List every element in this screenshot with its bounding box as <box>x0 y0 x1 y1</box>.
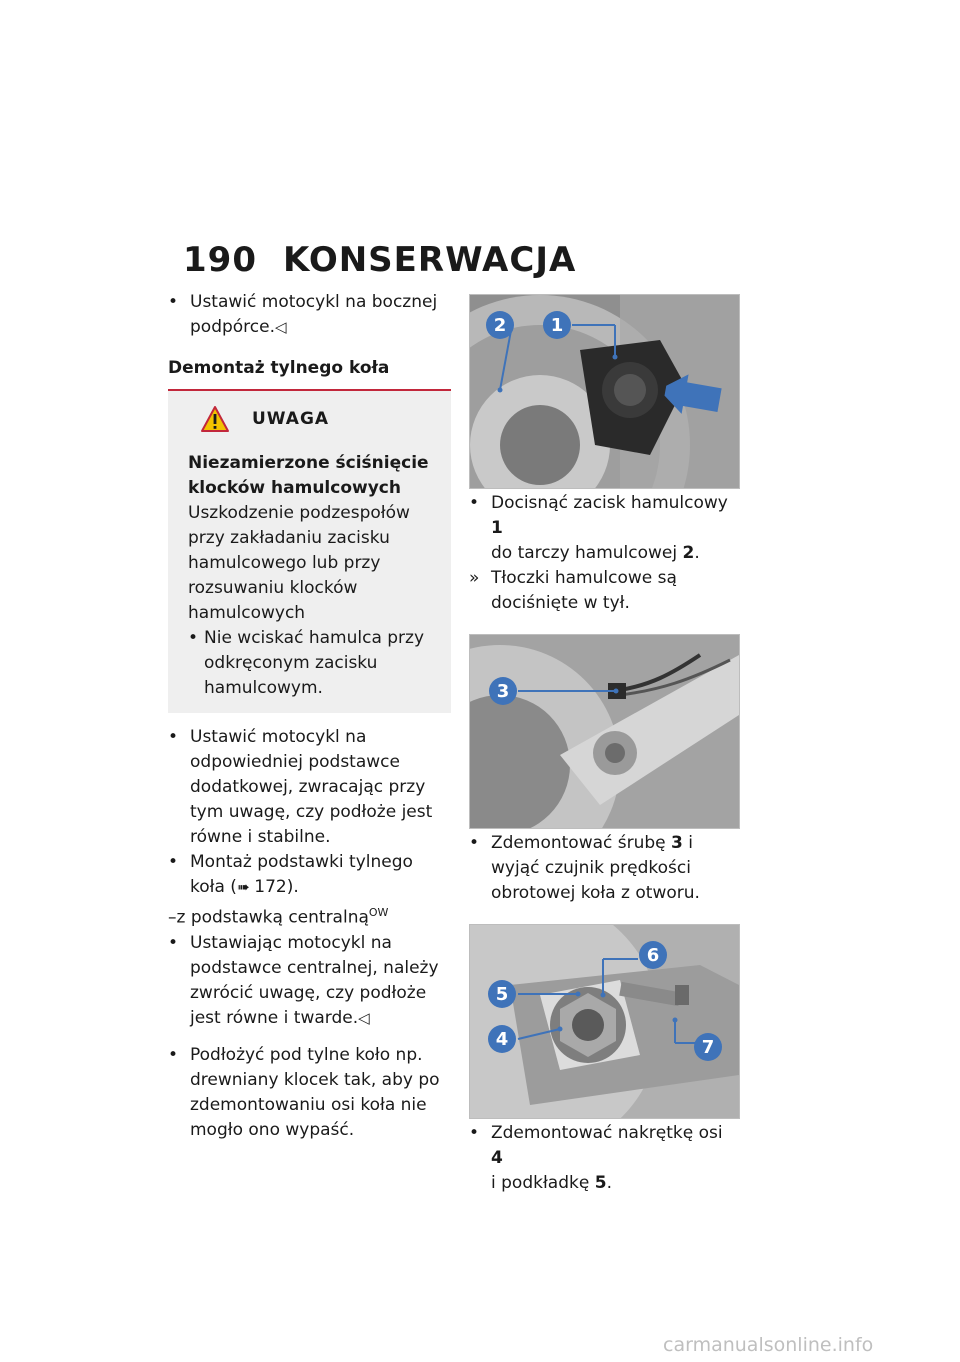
figure-speed-sensor <box>469 634 740 829</box>
list-item <box>168 725 451 850</box>
left-column <box>168 290 451 1143</box>
item-text: Zdemontować nakrętkę osi <box>491 1123 723 1143</box>
callout-ref: 3 <box>671 833 683 853</box>
callout-label: 7 <box>701 1037 715 1058</box>
warning-text: Uszkodzenie podzespołów przy zakładaniu zacisku hamulcowego lub przy rozsuwaniu klocków hamulcowych <box>188 503 410 623</box>
section-title: KONSERWACJA <box>283 240 577 280</box>
item-text: ). <box>286 877 299 897</box>
list-item <box>469 831 739 906</box>
subheading: Demontaż tylnego koła <box>168 358 390 378</box>
item-text: Zdemontować śrubę <box>491 833 666 853</box>
item-text: do tarczy hamulcowej <box>491 543 678 563</box>
list-item: • Zdemontować nakrętkę osi 4 i podkładkę 5. <box>469 1123 723 1193</box>
warning-box <box>168 391 451 713</box>
bullet-icon: • <box>188 628 199 648</box>
item-text: Ustawiając motocykl na podstawce centralnej, należy zwrócić uwagę, czy podłoże jest równe i twarde. <box>190 932 439 1028</box>
brake-caliper-illustration <box>470 295 739 488</box>
item-text: Montaż podstawki tylnego koła ( <box>190 852 413 897</box>
speed-sensor-illustration <box>470 635 739 828</box>
callout-ref: 2 <box>682 543 695 563</box>
item-text: podpórce. <box>190 317 275 337</box>
bullet-icon: • <box>168 292 179 312</box>
warning-title: UWAGA <box>252 408 330 429</box>
right-column <box>469 294 739 1196</box>
option-code: OW <box>368 906 389 919</box>
callout-label: 3 <box>496 681 510 702</box>
item-text: Docisnąć zacisk hamulcowy <box>491 493 728 513</box>
bullet-icon: • <box>469 493 480 513</box>
list-item <box>168 850 451 900</box>
list-item <box>168 931 451 1031</box>
dash-icon: – <box>168 907 177 928</box>
page-header <box>183 240 576 280</box>
callout-label: 5 <box>495 984 509 1005</box>
bullet-icon: • <box>168 727 179 747</box>
result-arrow-icon: » <box>469 568 480 588</box>
list-item <box>168 290 451 340</box>
page-number: 190 <box>183 240 257 280</box>
bullet-icon: • <box>168 852 179 872</box>
warning-icon <box>200 405 230 433</box>
callout-label: 6 <box>646 945 660 966</box>
callout-label: 4 <box>495 1029 509 1050</box>
callout-label: 1 <box>550 315 564 336</box>
warning-heading <box>188 451 439 501</box>
figure-axle-nut <box>469 924 740 1119</box>
callout-label: 2 <box>493 315 507 336</box>
callout-ref: 1 <box>491 518 503 538</box>
end-mark-icon: ◁ <box>358 1008 370 1027</box>
callout-ref: 5 <box>594 1173 607 1193</box>
warning-heading-line: Niezamierzone ściśnięcie <box>188 453 429 473</box>
page-reference: 172 <box>254 877 287 897</box>
list-item <box>168 1043 451 1143</box>
result-item <box>469 566 739 616</box>
item-text: i podkładkę <box>491 1173 590 1193</box>
axle-nut-illustration <box>470 925 739 1118</box>
list-item: • Docisnąć zacisk hamulcowy 1 do tarczy hamulcowej 2. <box>469 493 728 563</box>
item-text: Ustawić motocykl na odpowiedniej podstawce dodatkowej, zwracając przy tym uwagę, czy podłoże jest równe i stabilne. <box>190 727 433 847</box>
figure-brake-caliper <box>469 294 740 489</box>
item-text: Podłożyć pod tylne koło np. drewniany klocek tak, aby po zdemontowaniu osi koła nie mogło ono wypaść. <box>190 1044 440 1140</box>
callout-ref: 4 <box>491 1148 503 1168</box>
arrow-ref-icon: ➠ <box>236 878 255 896</box>
item-text: Nie wciskać hamulca przy odkręconym zacisku hamulcowym. <box>204 628 425 698</box>
variant-text: z podstawką centralną <box>176 907 369 928</box>
warning-heading-line: klocków hamulcowych <box>188 478 401 498</box>
item-text: Ustawić motocykl na bocznej <box>190 292 438 312</box>
bullet-icon: • <box>469 833 480 853</box>
warning-bullet <box>188 626 439 701</box>
watermark: carmanualsonline.info <box>663 1334 874 1356</box>
bullet-icon: • <box>168 1044 179 1065</box>
item-text: Tłoczki hamulcowe są dociśnięte w tył. <box>491 568 677 613</box>
item-text: i wyjąć czujnik prędkości obrotowej koła z otworu. <box>491 833 700 903</box>
bullet-icon: • <box>168 932 179 953</box>
bullet-icon: • <box>469 1123 480 1143</box>
variant-line <box>168 900 451 931</box>
end-mark-icon: ◁ <box>275 318 287 336</box>
